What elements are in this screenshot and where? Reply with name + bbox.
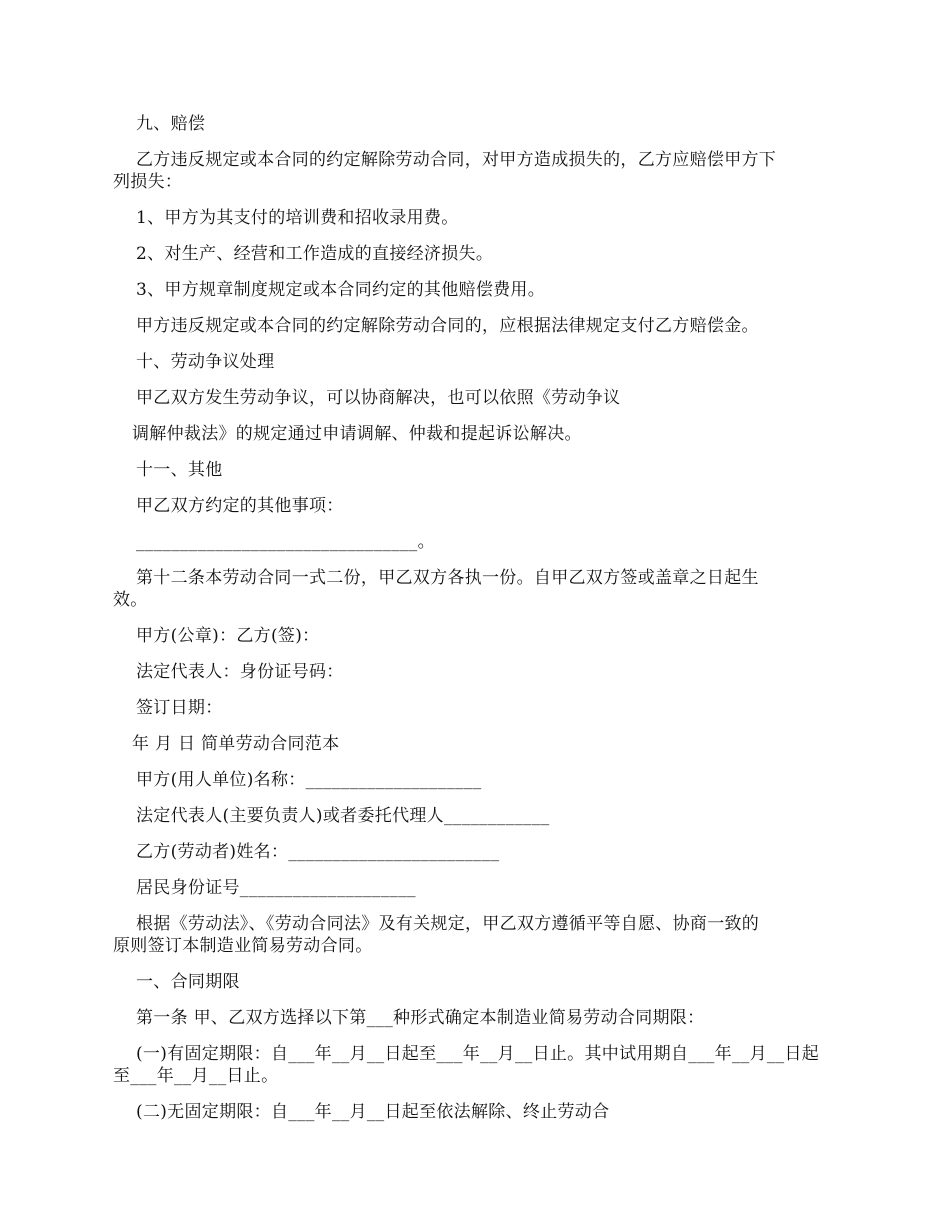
list-item: 1、甲方为其支付的培训费和招收录用费。 — [136, 208, 459, 228]
document-title-line: 年 月 日 简单劳动合同范本 — [132, 734, 340, 754]
paragraph-line: 第十二条本劳动合同一式二份，甲乙双方各执一份。自甲乙双方签或盖章之日起生 — [136, 568, 759, 588]
section-heading-term: 一、合同期限 — [136, 972, 240, 992]
paragraph-line: 调解仲裁法》的规定通过申请调解、仲裁和提起诉讼解决。 — [132, 424, 582, 444]
paragraph-line: 至___年__月__日止。 — [113, 1066, 279, 1086]
paragraph-line: 效。 — [113, 590, 148, 610]
paragraph-line: 甲乙双方发生劳动争议，可以协商解决，也可以依照《劳动争议 — [136, 388, 621, 408]
signature-line: 甲方(公章)：乙方(签)： — [136, 626, 320, 646]
section-heading-compensation: 九、赔偿 — [136, 114, 206, 134]
paragraph-line: 第一条 甲、乙双方选择以下第___种形式确定本制造业简易劳动合同期限： — [136, 1008, 705, 1028]
paragraph-line: 列损失： — [113, 172, 183, 192]
blank-line: ________________________________。 — [136, 532, 435, 552]
paragraph-line: 甲方违反规定或本合同的约定解除劳动合同的，应根据法律规定支付乙方赔偿金。 — [136, 316, 759, 336]
signature-line: 签订日期： — [136, 698, 223, 718]
form-field-line: 法定代表人(主要负责人)或者委托代理人____________ — [136, 806, 550, 826]
section-heading-other: 十一、其他 — [136, 460, 223, 480]
list-item: 3、甲方规章制度规定或本合同约定的其他赔偿费用。 — [136, 280, 546, 300]
paragraph-line: 根据《劳动法》、《劳动合同法》及有关规定，甲乙双方遵循平等自愿、协商一致的 — [136, 914, 760, 934]
form-field-line: 居民身份证号____________________ — [136, 878, 416, 898]
paragraph-line: (一)有固定期限：自___年__月__日起至___年__月__日止。其中试用期自___年__月__日起 — [136, 1044, 820, 1064]
paragraph-line: (二)无固定期限：自___年__月__日起至依法解除、终止劳动合 — [136, 1102, 610, 1122]
paragraph-line: 乙方违反规定或本合同的约定解除劳动合同，对甲方造成损失的，乙方应赔偿甲方下 — [136, 150, 777, 170]
section-heading-dispute: 十、劳动争议处理 — [136, 352, 275, 372]
form-field-line: 甲方(用人单位)名称：____________________ — [136, 770, 482, 790]
paragraph-line: 甲乙双方约定的其他事项： — [136, 496, 344, 516]
paragraph-line: 原则签订本制造业简易劳动合同。 — [113, 936, 373, 956]
signature-line: 法定代表人：身份证号码： — [136, 662, 344, 682]
list-item: 2、对生产、经营和工作造成的直接经济损失。 — [136, 244, 494, 264]
form-field-line: 乙方(劳动者)姓名：________________________ — [136, 842, 500, 862]
